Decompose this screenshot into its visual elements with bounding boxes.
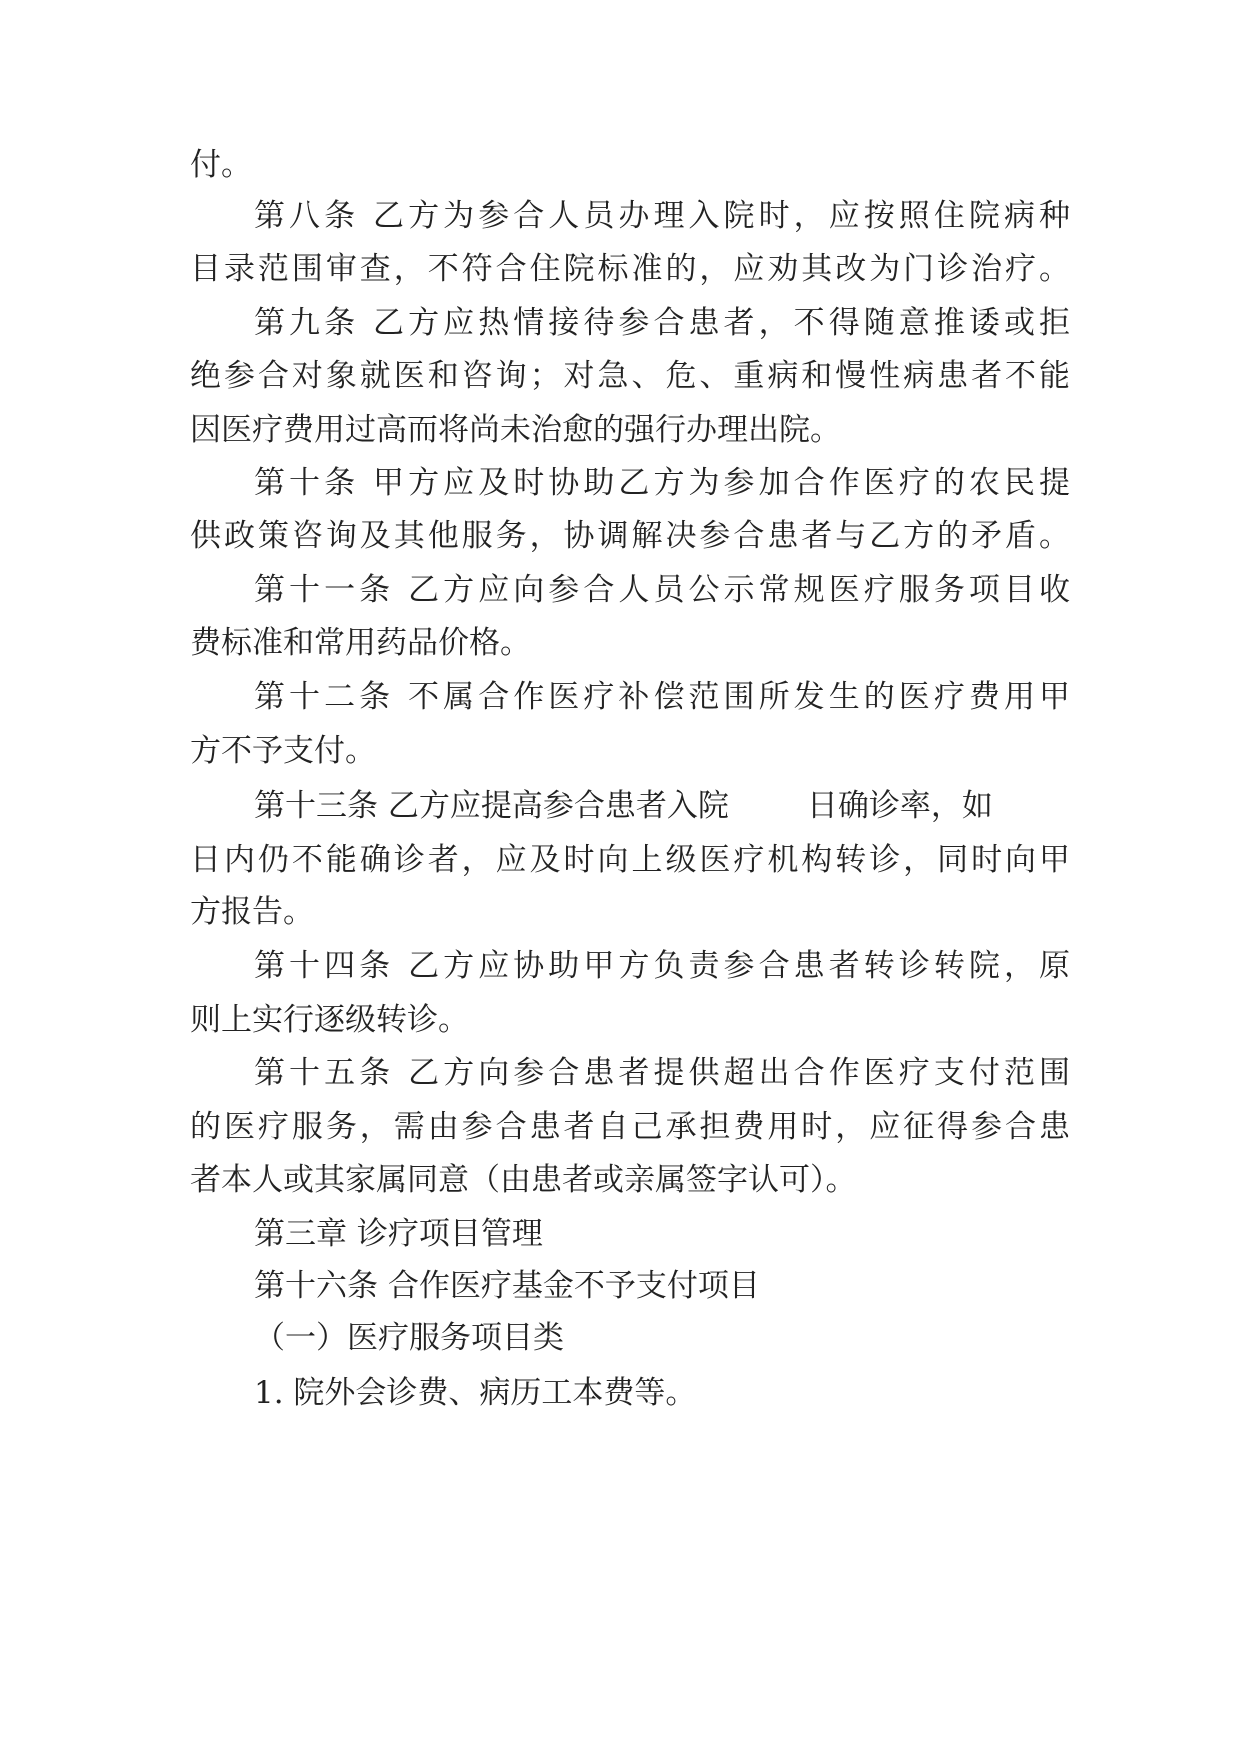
text-line: 因医疗费用过高而将尚未治愈的强行办理出院。 (190, 412, 841, 448)
text-line: 则上实行逐级转诊。 (190, 1002, 469, 1038)
text-line: 目录范围审查，不符合住院标准的，应劝其改为门诊治疗。 (190, 251, 1070, 287)
text-line: 绝参合对象就医和咨询；对急、危、重病和慢性病患者不能 (190, 358, 1070, 394)
text-line: 方不予支付。 (190, 733, 376, 769)
text-line: 1. 院外会诊费、病历工本费等。 (254, 1375, 697, 1411)
text-line: （一）医疗服务项目类 (254, 1320, 564, 1356)
text-line: 第十一条 乙方应向参合人员公示常规医疗服务项目收 (254, 572, 1070, 608)
text-segment: 日确诊率，如 (806, 788, 993, 824)
text-line: 的医疗服务，需由参合患者自己承担费用时，应征得参合患 (190, 1109, 1070, 1145)
text-line: 者本人或其家属同意（由患者或亲属签字认可）。 (190, 1162, 857, 1198)
text-segment: 第十三条 乙方应提高参合患者入院 (254, 788, 729, 824)
text-line: 第八条 乙方为参合人员办理入院时，应按照住院病种 (254, 198, 1070, 234)
text-line: 付。 (190, 147, 252, 183)
text-line: 第十六条 合作医疗基金不予支付项目 (254, 1268, 760, 1304)
text-line: 方报告。 (190, 894, 314, 930)
text-line: 第十二条 不属合作医疗补偿范围所发生的医疗费用甲 (254, 679, 1070, 715)
text-line: 第九条 乙方应热情接待参合患者，不得随意推诿或拒 (254, 305, 1070, 341)
text-line: 第十四条 乙方应协助甲方负责参合患者转诊转院，原 (254, 948, 1070, 984)
text-line: 第十五条 乙方向参合患者提供超出合作医疗支付范围 (254, 1055, 1070, 1091)
text-line: 第十条 甲方应及时协助乙方为参加合作医疗的农民提 (254, 465, 1070, 501)
text-line: 日内仍不能确诊者，应及时向上级医疗机构转诊，同时向甲 (190, 842, 1070, 878)
text-line: 供政策咨询及其他服务，协调解决参合患者与乙方的矛盾。 (190, 518, 1070, 554)
text-line: 费标准和常用药品价格。 (190, 625, 531, 661)
text-line: 第三章 诊疗项目管理 (254, 1216, 543, 1252)
text-line (254, 786, 1070, 826)
